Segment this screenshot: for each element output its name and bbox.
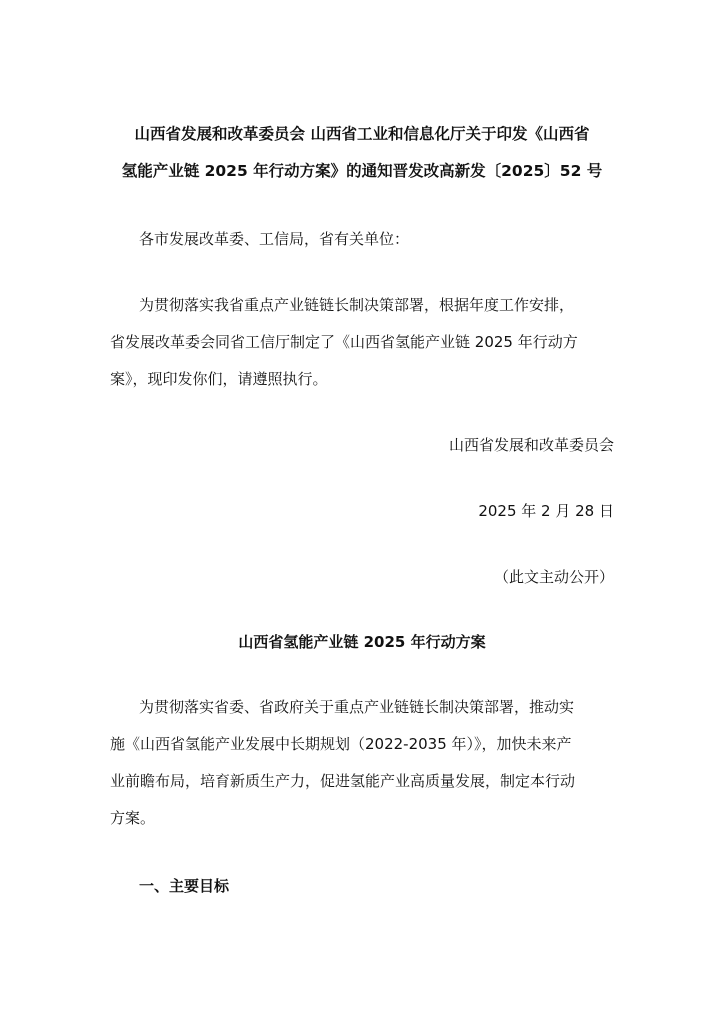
body-paragraph-2-line-4: 方案。 — [110, 809, 156, 827]
body-paragraph-1-line-1: 为贯彻落实我省重点产业链链长制决策部署，根据年度工作安排， — [139, 296, 575, 314]
salutation: 各市发展改革委、工信局，省有关单位： — [139, 230, 410, 248]
body-paragraph-1-line-2: 省发展改革委会同省工信厅制定了《山西省氢能产业链 2025 年行动方 — [110, 333, 578, 351]
issue-date: 2025 年 2 月 28 日 — [478, 502, 614, 520]
body-paragraph-2-line-1: 为贯彻落实省委、省政府关于重点产业链链长制决策部署，推动实 — [139, 698, 575, 716]
body-paragraph-2-line-3: 业前瞻布局，培育新质生产力，促进氢能产业高质量发展，制定本行动 — [110, 772, 576, 790]
document-title-line-1: 山西省发展和改革委员会 山西省工业和信息化厅关于印发《山西省 — [134, 125, 590, 143]
document-title-line-2: 氢能产业链 2025 年行动方案》的通知晋发改高新发〔2025〕52 号 — [121, 162, 603, 180]
section-heading: 一、主要目标 — [139, 877, 230, 895]
disclosure-note: （此文主动公开） — [493, 568, 614, 586]
body-paragraph-1-line-3: 案》，现印发你们，请遵照执行。 — [110, 370, 328, 388]
body-paragraph-2-line-2: 施《山西省氢能产业发展中长期规划（2022-2035 年）》，加快未来产 — [110, 735, 572, 753]
plan-title: 山西省氢能产业链 2025 年行动方案 — [238, 633, 486, 651]
signature: 山西省发展和改革委员会 — [448, 436, 614, 454]
